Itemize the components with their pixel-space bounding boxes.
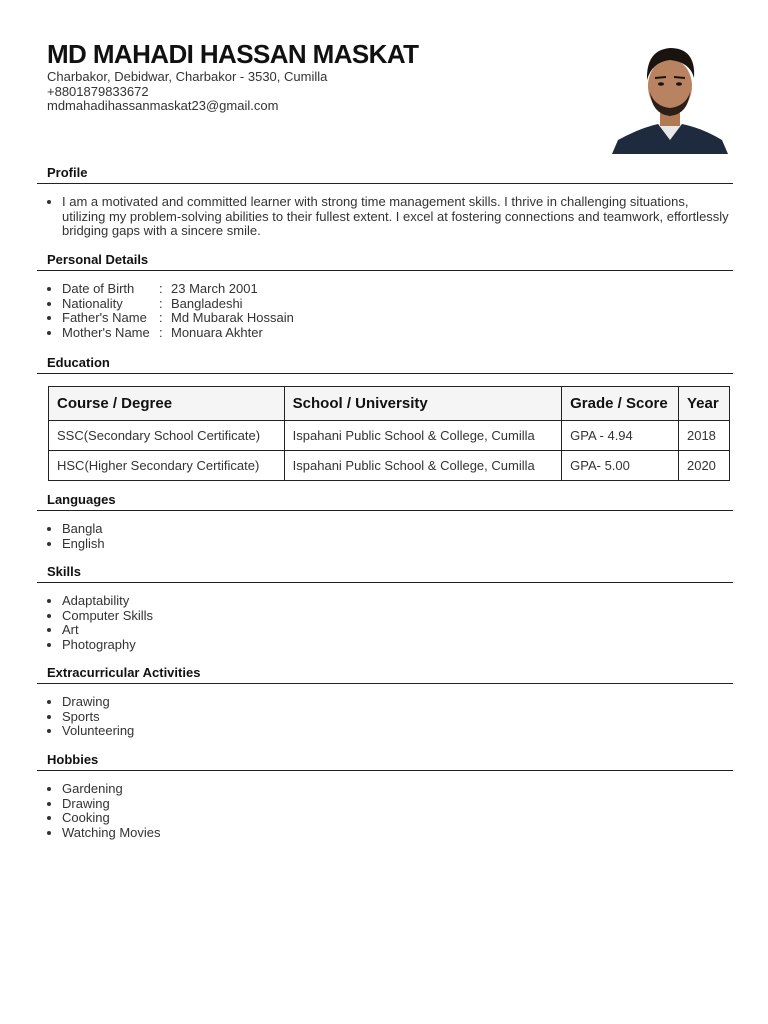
skills-heading: Skills xyxy=(37,564,733,583)
extracurricular-section xyxy=(37,665,733,739)
list-item: • Photography xyxy=(62,638,733,653)
education-section xyxy=(37,355,733,374)
hobbies-heading: Hobbies xyxy=(37,752,733,771)
list-item: • Sports xyxy=(62,710,733,725)
detail-row: • Date of Birth : 23 March 2001 xyxy=(62,282,733,297)
detail-row: • Nationality : Bangladeshi xyxy=(62,297,733,312)
list-item: • Bangla xyxy=(62,522,733,537)
personal-details-section xyxy=(37,252,733,340)
languages-heading: Languages xyxy=(37,492,733,511)
list-item: • Volunteering xyxy=(62,724,733,739)
detail-row: • Father's Name : Md Mubarak Hossain xyxy=(62,311,733,326)
column-header: Year xyxy=(678,387,729,421)
phone: +8801879833672 xyxy=(47,83,149,99)
column-header: Grade / Score xyxy=(562,387,679,421)
list-item: • Gardening xyxy=(62,782,733,797)
list-item: • Drawing xyxy=(62,797,733,812)
education-heading: Education xyxy=(37,355,733,374)
list-item: • Computer Skills xyxy=(62,609,733,624)
personal-details-heading: Personal Details xyxy=(37,252,733,271)
email: mdmahadihassanmaskat23@gmail.com xyxy=(47,98,279,114)
list-item: • Drawing xyxy=(62,695,733,710)
candidate-name: MD MAHADI HASSAN MASKAT xyxy=(47,39,419,69)
profile-photo xyxy=(610,40,730,154)
table-cell: SSC(Secondary School Certificate) xyxy=(49,421,285,451)
profile-text: • I am a motivated and committed learner with strong time management skills. I thrive in challenging situations, utilizing my problem-solving abilities to their fullest extent. I excel at fostering connections and teamwork, effortlessly bridging gaps with a sincere smile. xyxy=(62,195,733,239)
table-cell: 2018 xyxy=(678,421,729,451)
column-header: School / University xyxy=(284,387,561,421)
table-cell: Ispahani Public School & College, Cumilla xyxy=(284,451,561,481)
list-item: • Adaptability xyxy=(62,594,733,609)
list-item: • English xyxy=(62,537,733,552)
table-cell: HSC(Higher Secondary Certificate) xyxy=(49,451,285,481)
skills-section xyxy=(37,564,733,652)
profile-heading: Profile xyxy=(37,165,733,184)
list-item: • Art xyxy=(62,623,733,638)
table-cell: 2020 xyxy=(678,451,729,481)
table-header-row xyxy=(49,387,730,421)
table-cell: GPA - 4.94 xyxy=(562,421,679,451)
table-cell: GPA- 5.00 xyxy=(562,451,679,481)
header xyxy=(47,38,587,114)
list-item: • Cooking xyxy=(62,811,733,826)
profile-section xyxy=(37,165,733,239)
list-item: • Watching Movies xyxy=(62,826,733,841)
column-header: Course / Degree xyxy=(49,387,285,421)
portrait-image xyxy=(610,40,730,154)
table-row xyxy=(49,451,730,481)
extracurricular-heading: Extracurricular Activities xyxy=(37,665,733,684)
hobbies-section xyxy=(37,752,733,840)
detail-row: • Mother's Name : Monuara Akhter xyxy=(62,326,733,341)
table-cell: Ispahani Public School & College, Cumilla xyxy=(284,421,561,451)
education-table xyxy=(48,386,730,481)
languages-section xyxy=(37,492,733,551)
table-row xyxy=(49,421,730,451)
address: Charbakor, Debidwar, Charbakor - 3530, Cumilla xyxy=(47,69,328,84)
personal-details-list xyxy=(37,282,733,340)
